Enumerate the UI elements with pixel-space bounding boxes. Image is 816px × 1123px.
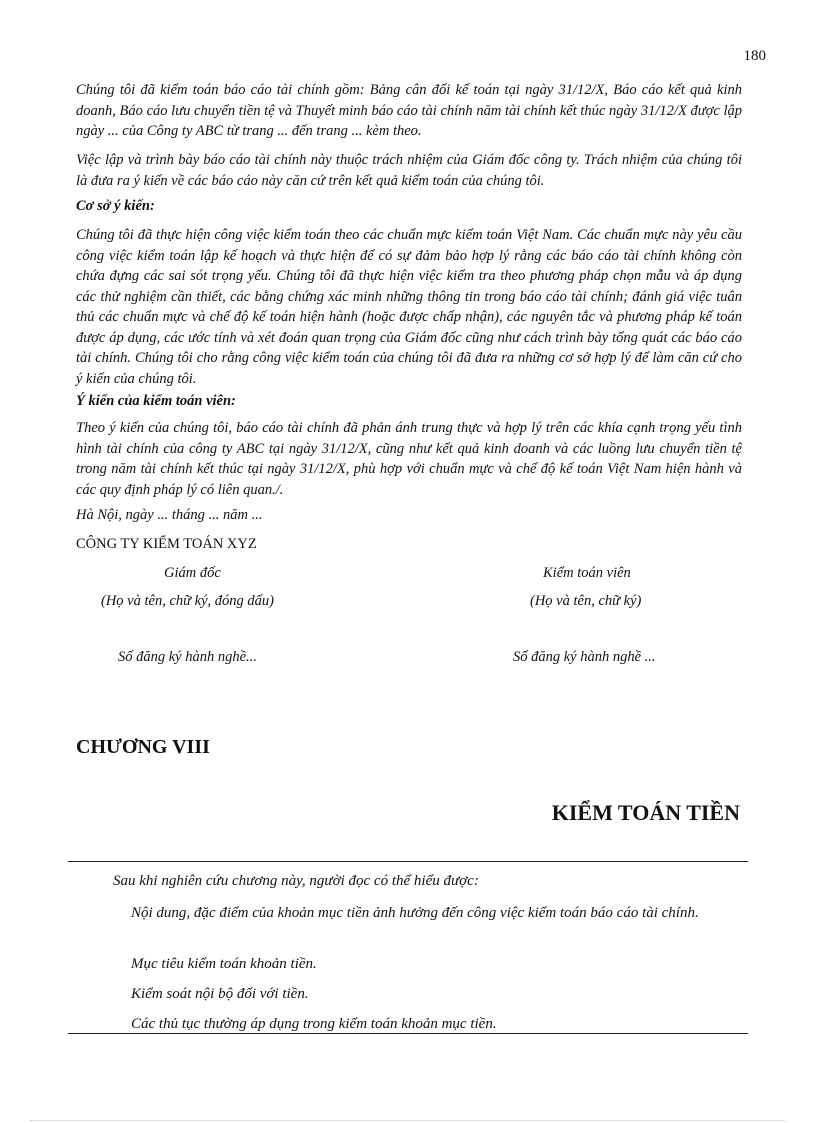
- signer-left-subtitle: (Họ và tên, chữ ký, đóng dấu): [101, 593, 274, 609]
- divider-top: [68, 861, 748, 862]
- signer-right-registration: Số đăng ký hành nghề ...: [513, 649, 656, 665]
- signer-left-registration: Số đăng ký hành nghề...: [118, 649, 257, 665]
- objective-item-internal-control: Kiểm soát nội bộ đối với tiền.: [131, 986, 309, 1002]
- heading-basis-of-opinion: Cơ sở ý kiến:: [76, 198, 155, 214]
- heading-auditor-opinion: Ý kiến của kiểm toán viên:: [76, 393, 236, 409]
- chapter-title: KIỂM TOÁN TIỀN: [551, 800, 740, 825]
- signer-right-subtitle: (Họ và tên, chữ ký): [530, 593, 642, 609]
- objective-item-content: Nội dung, đặc điểm của khoản mục tiền ảnh hưởng đến công việc kiểm toán báo cáo tài chính.: [131, 905, 699, 921]
- divider-bottom: [68, 1033, 748, 1034]
- objective-item-procedures: Các thủ tục thường áp dụng trong kiểm toán khoản mục tiền.: [131, 1016, 497, 1032]
- paragraph-basis-of-opinion: Chúng tôi đã thực hiện công việc kiểm toán theo các chuẩn mực kiểm toán Việt Nam. Các chuẩn mực này yêu cầu công việc kiểm toán lập kế hoạch và thực hiện để có sự đảm bảo hợp lý rằng các báo cáo tài chính không còn chứa đựng các sai sót trọng yếu. Chúng tôi đã thực hiện việc kiểm tra theo phương pháp chọn mẫu và áp dụng các thử nghiệm cần thiết, các bằng chứng xác minh những thông tin trong báo cáo tài chính; đánh giá việc tuân thủ các chuẩn mực và chế độ kế toán hiện hành (hoặc được chấp nhận), các nguyên tắc và phương pháp kế toán được áp dụng, các ước tính và xét đoán quan trọng của Giám đốc cũng như cách trình bày tổng quát các báo cáo tài chính. Chúng tôi cho rằng công việc kiểm toán của chúng tôi đã đưa ra những cơ sở hợp lý để làm căn cứ cho ý kiến của chúng tôi.: [76, 227, 742, 387]
- paragraph-auditor-opinion: Theo ý kiến của chúng tôi, báo cáo tài chính đã phản ánh trung thực và hợp lý trên các khía cạnh trọng yếu tình hình tài chính của công ty ABC tại ngày 31/12/X, cũng như kết quả kinh doanh và các luồng lưu chuyển tiền tệ trong năm tài chính kết thúc tại ngày 31/12/X, phù hợp với chuẩn mực và chế độ kế toán Việt Nam hiện hành và các quy định pháp lý có liên quan./.: [76, 420, 742, 498]
- objective-item-goals: Mục tiêu kiểm toán khoản tiền.: [131, 956, 317, 972]
- signer-left-title: Giám đốc: [164, 565, 221, 581]
- paragraph-responsibility: Việc lập và trình bày báo cáo tài chính này thuộc trách nhiệm của Giám đốc công ty. Trách nhiệm của chúng tôi là đưa ra ý kiến về các báo cáo này căn cứ trên kết quả kiểm toán của chúng tôi.: [76, 152, 742, 189]
- paragraph-audited-statements: Chúng tôi đã kiểm toán báo cáo tài chính gồm: Bảng cân đối kế toán tại ngày 31/12/X, Báo cáo kết quả kinh doanh, Báo cáo lưu chuyển tiền tệ và Thuyết minh báo cáo tài chính năm tài chính kết thúc ngày 31/12/X được lập ngày ... của Công ty ABC từ trang ... đến trang ... kèm theo.: [76, 82, 742, 139]
- place-date: Hà Nội, ngày ... tháng ... năm ...: [76, 507, 263, 523]
- page-footer-dotted-line: [30, 1120, 786, 1121]
- objectives-intro: Sau khi nghiên cứu chương này, người đọc có thể hiểu được:: [113, 873, 479, 889]
- company-name: CÔNG TY KIỂM TOÁN XYZ: [76, 536, 257, 552]
- chapter-label: CHƯƠNG VIII: [76, 736, 210, 758]
- signer-right-title: Kiểm toán viên: [543, 565, 631, 581]
- page-number: 180: [743, 48, 766, 64]
